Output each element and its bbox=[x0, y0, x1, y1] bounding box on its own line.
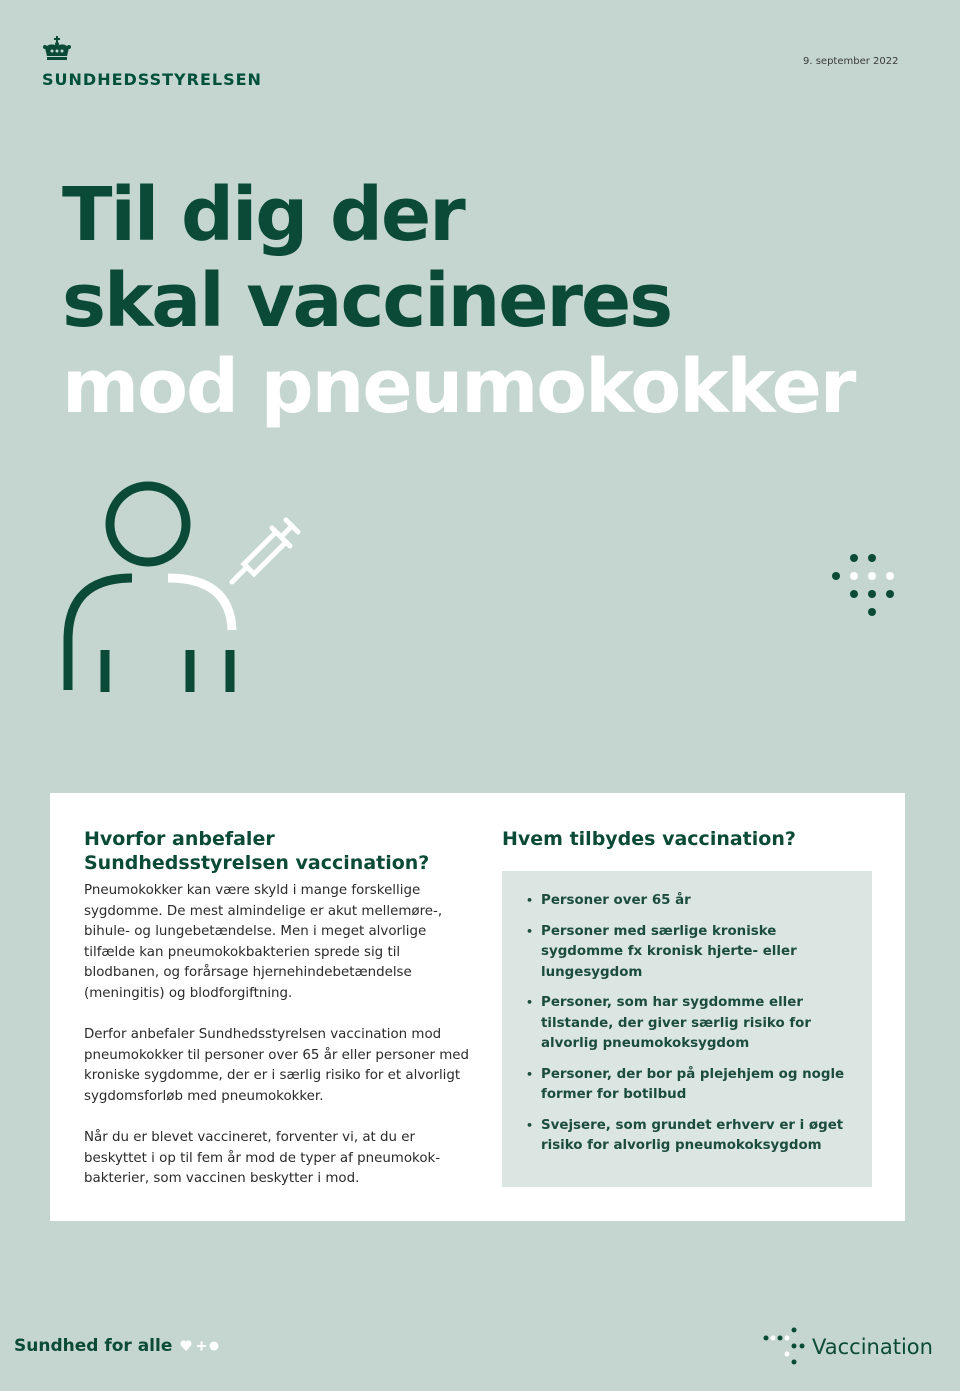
list-item: • Personer, der bor på plejehjem og nogle former for botilbud bbox=[526, 1065, 862, 1106]
eligibility-box bbox=[502, 871, 872, 1187]
title-line-2: skal vaccineres bbox=[62, 258, 672, 344]
why-paragraph: Pneumokokker kan være skyld i mange forskellige sygdomme. De mest almindelige er akut mellemøre-, bihule- og lungebetændelse. Men i meget alvorlige tilfælde kan pneumokokbakterien sprede sig til blodbanen, og forårsage hjernehindebetændelse (meningitis) og blodforgiftning. bbox=[84, 883, 443, 1001]
publication-date: 9. september 2022 bbox=[803, 56, 899, 67]
heart-plus-circle-icon bbox=[180, 1339, 220, 1353]
info-card bbox=[50, 793, 905, 1221]
sundhedsstyrelsen-logo bbox=[42, 36, 262, 89]
list-item: • Personer over 65 år bbox=[526, 891, 862, 912]
list-item: • Personer med særlige kroniske sygdomme fx kronisk hjerte- eller lungesygdom bbox=[526, 922, 862, 984]
footer-slogan bbox=[14, 1336, 220, 1356]
title-line-1: Til dig der bbox=[62, 172, 464, 258]
why-paragraph: Derfor anbefaler Sundhedsstyrelsen vaccination mod pneumokokker til personer over 65 år eller personer med kroniske sygdomme, der er i særlig risiko for et alvorligt sygdomsforløb med pneumokokker. bbox=[84, 1027, 470, 1104]
list-item: • Personer, som har sygdomme eller tilstande, der giver særlig risiko for alvorlig pneumokoksygdom bbox=[526, 993, 862, 1055]
brand-label: Vaccination bbox=[812, 1335, 933, 1359]
vaccination-dots-icon bbox=[762, 1326, 806, 1368]
person-syringe-icon bbox=[60, 480, 310, 700]
vaccination-brand bbox=[762, 1326, 933, 1368]
why-paragraph: Når du er blevet vaccineret, forventer vi, at du er beskyttet i op til fem år mod de typer af pneumokok-bakterier, som vaccinen beskytter i mod. bbox=[84, 1130, 441, 1186]
org-name: SUNDHEDSSTYRELSEN bbox=[42, 70, 262, 89]
slogan-text: Sundhed for alle bbox=[14, 1336, 173, 1356]
who-section bbox=[502, 827, 872, 1153]
list-item: • Svejsere, som grundet erhverv er i øget risiko for alvorlig pneumokoksygdom bbox=[526, 1116, 862, 1157]
eligibility-list bbox=[502, 871, 872, 1157]
crown-icon bbox=[42, 36, 72, 64]
page-title bbox=[62, 172, 854, 430]
who-heading: Hvem tilbydes vaccination? bbox=[502, 828, 796, 850]
why-heading: Hvorfor anbefaler Sundhedsstyrelsen vaccination? bbox=[84, 828, 430, 874]
why-section bbox=[84, 827, 474, 1190]
dot-pattern-icon bbox=[826, 548, 898, 620]
title-line-3: mod pneumokokker bbox=[62, 344, 855, 430]
